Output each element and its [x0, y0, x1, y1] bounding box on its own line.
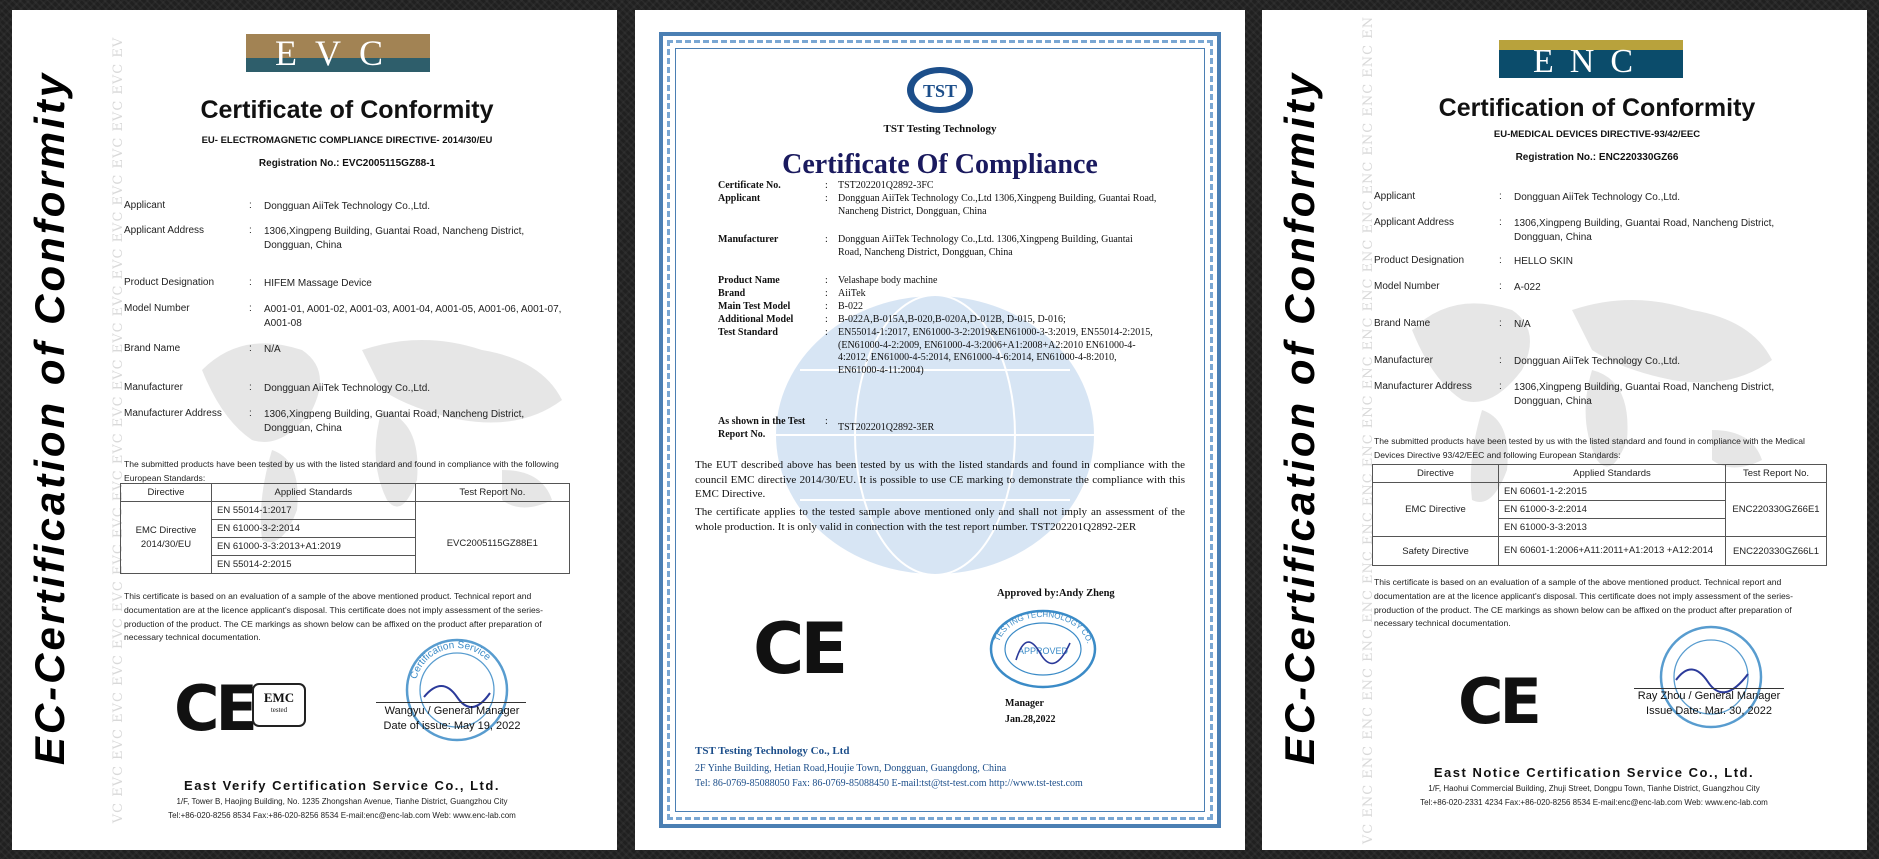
- side-title: EC-Certification of Conformity: [26, 70, 73, 766]
- svg-text:APPROVED: APPROVED: [1017, 646, 1069, 656]
- issuer-address: 2F Yinhe Building, Hetian Road,Houjie Town, Dongguan, Guangdong, China: [695, 763, 1007, 774]
- side-watermark: VC EVC EVC EVC EVC EVC EVC EVC EVC EVC EVC EVC EVC EVC EVC EVC EVC EVC EVC EVC EVC EV: [111, 36, 126, 824]
- side-title: EC-Certification of Conformity: [1276, 70, 1323, 766]
- side-watermark: VC ENC ENC ENC ENC ENC ENC ENC ENC ENC ENC ENC ENC ENC ENC ENC ENC ENC ENC ENC ENC EN: [1361, 15, 1376, 845]
- validity-statement: The certificate applies to the tested sample above mentioned only and shall not imply an assessment of the whole production. It is only valid in connection with the test report number. TST202201Q2892-2ER: [695, 506, 1185, 533]
- issuer-address: 1/F, Tower B, Haojing Building, No. 1235 Zhongshan Avenue, Tianhe District, Guangzhou City: [176, 797, 508, 806]
- certificate-title: Certification of Conformity: [1438, 94, 1756, 122]
- compliance-statement: The EUT described above has been tested by us with the listed standards and found in compliance with the council EMC directive 2014/30/EU. It is possible to use CE marking to demonstrate the compliance with this EMC Directive.: [695, 459, 1185, 500]
- directive-cell: EMC Directive: [1373, 483, 1499, 537]
- svg-text:TESTING TECHNOLOGY CO.: TESTING TECHNOLOGY CO.: [992, 609, 1095, 645]
- basis-statement: This certificate is based on an evaluation of a sample of the above mentioned product. Technical report and documentation are at the licence applicant's disposal. This certificate does not imply assessment of the series-production of the product. The CE markings as shown below can be affixed on the product after preparation of necessary technical documentation.: [1374, 577, 1793, 629]
- report-number-cell: EVC2005115GZ88E1: [415, 538, 569, 574]
- issue-date: Issue Date: Mar. 30, 2022: [1646, 705, 1772, 717]
- issuer-contact: Tel:+86-020-2331 4234 Fax:+86-020-8256 8534 E-mail:enc@enc-lab.com Web: www.enc-lab.com: [1420, 798, 1768, 807]
- table-header: Directive: [121, 484, 212, 502]
- directive-cell: EMC Directive 2014/30/EU: [121, 502, 212, 574]
- signer-name: Ray Zhou / General Manager: [1637, 690, 1781, 702]
- tst-logo-text: TST: [922, 81, 958, 101]
- directive-heading: EU-MEDICAL DEVICES DIRECTIVE-93/42/EEC: [1493, 129, 1701, 140]
- issue-date: Jan.28,2022: [1005, 714, 1056, 725]
- table-header: Applied Standards: [1499, 465, 1726, 483]
- directive-cell: Safety Directive: [1373, 537, 1499, 566]
- table-header: Test Report No.: [1726, 465, 1827, 483]
- ce-mark: CE: [753, 608, 845, 690]
- standard-cell: EN 55014-2:2015: [212, 556, 416, 574]
- enc-logo: [1499, 40, 1683, 78]
- table-header: Test Report No.: [415, 484, 569, 502]
- standard-cell: EN 60601-1:2006+A11:2011+A1:2013 +A12:2014: [1499, 537, 1726, 566]
- registration-number: Registration No.: EVC2005115GZ88-1: [258, 158, 436, 169]
- standard-cell: EN 55014-1:2017: [212, 502, 416, 520]
- standards-table: [1372, 464, 1827, 566]
- standard-cell: EN 61000-3-2:2014: [212, 520, 416, 538]
- tested-statement: The submitted products have been tested by us with the listed standard and found in compliance with the following European Standards:: [124, 459, 559, 483]
- issuer-company: East Verify Certification Service Co., Ltd.: [184, 778, 500, 793]
- directive-heading: EU- ELECTROMAGNETIC COMPLIANCE DIRECTIVE- 2014/30/EU: [201, 135, 493, 146]
- tst-certificate: TST TST Testing Technology Certificate Of Compliance Certificate No. : TST202201Q2892-3FC Applicant : Dongguan AiiTek Technology Co.,Ltd 1306,Xingpeng Building, Guantai Road, Nancheng District, Dongguan, China Manufacturer : Dongguan AiiTek Technology Co.,Ltd. 1306,Xingpeng Building, Guantai Road, Nancheng District, Dongguan, China Product Name : Velashape body machine Brand : AiiTek Main Test Model : B-022 Additional Model : B-022A,B-015A,B-020,B-020A,D-012B, D-015, D-016; Test Standard : EN55014-1:2017, EN61000-3-2:2019&EN61000-3-3:2019, EN55014-2:2015, (EN61000-4-2:2009, EN61000-4-3:2006+A1:2008+A2:2010 EN61000-4-4:2012, EN61000-4-5:2014, EN61000-4-6:2014, EN61000-4-8:2010, EN61000-4-11:2004) As shown in the Test Report No. : TST202201Q2892-3ER The EUT described above has been tested by us with the listed standards and found in compliance with the council EMC directive 2014/30/EU. It is possible to use CE marking to demonstrate the compliance with this EMC Directive. The certificate applies to the tested sample above mentioned only and shall not imply an assessment of the whole production. It is only valid in connection with the test report number. TST202201Q2892-2ER Approved by:Andy Zheng TESTING TECHNOLOGY CO. APPROVED Manager Jan.28,2022 CE TST Testing Technology Co., Ltd 2F Yinhe Building, Hetian Road,Houjie Town, Dongguan, Guangdong, China Tel: 86-0769-85088050 Fax: 86-0769-85088450 E-mail:tst@tst-test.com http://www.tst-test.com: [635, 10, 1245, 850]
- tst-logo: [905, 65, 975, 115]
- signer-name: Wangyu / General Manager: [384, 705, 520, 717]
- enc-logo-text: ENC: [1533, 43, 1649, 78]
- standards-table: [120, 483, 570, 574]
- issuer-contact: Tel: 86-0769-85088050 Fax: 86-0769-85088450 E-mail:tst@tst-test.com http://www.tst-test.com: [695, 778, 1083, 789]
- ce-mark: CE: [174, 672, 254, 745]
- table-header: Directive: [1373, 465, 1499, 483]
- issue-date: Date of issue: May 19, 2022: [383, 720, 521, 732]
- signer-title: Manager: [1005, 698, 1044, 709]
- standard-cell: EN 61000-3-3:2013: [1499, 519, 1726, 537]
- certificate-title: Certificate Of Compliance: [782, 149, 1098, 180]
- standard-cell: EN 61000-3-3:2013+A1:2019: [212, 538, 416, 556]
- logo-caption: TST Testing Technology: [883, 123, 997, 135]
- evc-logo: [246, 34, 430, 72]
- table-header: Applied Standards: [212, 484, 416, 502]
- standard-cell: EN 61000-3-2:2014: [1499, 501, 1726, 519]
- emc-badge: EMC tested: [252, 683, 306, 727]
- registration-number: Registration No.: ENC220330GZ66: [1515, 152, 1679, 163]
- certificate-title: Certificate of Conformity: [200, 96, 494, 124]
- approved-by: Approved by:Andy Zheng: [997, 588, 1115, 599]
- report-number-cell: ENC220330GZ66L1: [1726, 537, 1827, 566]
- issuer-company: TST Testing Technology Co., Ltd: [695, 745, 850, 757]
- svg-text:Certification Service: Certification Service: [408, 639, 493, 681]
- evc-logo-text: EVC: [275, 34, 401, 72]
- evc-certificate: VC EVC EVC EVC EVC EVC EVC EVC EVC EVC EVC EVC EVC EVC EVC EVC EVC EVC EVC EVC EVC EV EC-Certification of Conformity EVC Certificate of Conformity EU- ELECTROMAGNETIC COMPLIANCE DIRECTIVE- 2014/30/EU Registration No.: EVC2005115GZ88-1 Applicant : Dongguan AiiTek Technology Co.,Ltd. Applicant Address : 1306,Xingpeng Building, Guantai Road, Nancheng District, Dongguan, China Product Designation : HIFEM Massage Device Model Number : A001-01, A001-02, A001-03, A001-04, A001-05, A001-06, A001-07, A001-08 Brand Name : N/A Manufacturer : Dongguan AiiTek Technology Co.,Ltd. Manufacturer Address : 1306,Xingpeng Building, Guantai Road, Nancheng District, Dongguan, China The submitted products have been tested by us with the listed standard and found in compliance with the following European Standards: Directive Applied Standards Test Report No. EMC Directive 2014/30/EU EN 55014-1:2017 EN 61000-3-2:2014 EN 61000-3-3:2013+A1:2019 EVC2005115GZ88E1 EN 55014-2:2015 This certificate is based on an evaluation of a sample of the above mentioned product. Technical report and documentation are at the licence applicant's disposal. This certificate does not imply assessment of the series-production of the product. The CE markings as shown below can be affixed on the product after preparation of necessary technical documentation. CE EMC tested Certification Service Wangyu / General Manager Date of issue: May 19, 2022 East Verify Certification Service Co., Ltd. 1/F, Tower B, Haojing Building, No. 1235 Zhongshan Avenue, Tianhe District, Guangzhou City Tel:+86-020-8256 8534 Fax:+86-020-8256 8534 E-mail:enc@enc-lab.com Web: www.enc-lab.com: [12, 10, 617, 850]
- standard-cell: EN 60601-1-2:2015: [1499, 483, 1726, 501]
- issuer-contact: Tel:+86-020-8256 8534 Fax:+86-020-8256 8534 E-mail:enc@enc-lab.com Web: www.enc-lab.com: [168, 811, 516, 820]
- enc-certificate: VC ENC ENC ENC ENC ENC ENC ENC ENC ENC ENC ENC ENC ENC ENC ENC ENC ENC ENC ENC ENC EN EC-Certification of Conformity ENC Certification of Conformity EU-MEDICAL DEVICES DIRECTIVE-93/42/EEC Registration No.: ENC220330GZ66 Applicant : Dongguan AiiTek Technology Co.,Ltd. Applicant Address : 1306,Xingpeng Building, Guantai Road, Nancheng District, Dongguan, China Product Designation : HELLO SKIN Model Number : A-022 Brand Name : N/A Manufacturer : Dongguan AiiTek Technology Co.,Ltd. Manufacturer Address : 1306,Xingpeng Building, Guantai Road, Nancheng District, Dongguan, China The submitted products have been tested by us with the listed standard and found in compliance with the Medical Devices Directive 93/42/EEC and following European Standards: Directive Applied Standards Test Report No. EMC Directive EN 60601-1-2:2015 ENC220330GZ66E1 EN 61000-3-2:2014 EN 61000-3-3:2013 Safety Directive EN 60601-1:2006+A11:2011+A1:2013 +A12:2014 ENC220330GZ66L1 This certificate is based on an evaluation of a sample of the above mentioned product. Technical report and documentation are at the licence applicant's disposal. This certificate does not imply assessment of the series-production of the product. The CE markings as shown below can be affixed on the product after preparation of necessary technical documentation. CE Ray Zhou / General Manager Issue Date: Mar. 30, 2022 East Notice Certification Service Co., Ltd. 1/F, Haohui Commercial Building, Zhuji Street, Dongpu Town, Tianhe District, Guangzhou City Tel:+86-020-2331 4234 Fax:+86-020-8256 8534 E-mail:enc@enc-lab.com Web: www.enc-lab.com: [1262, 10, 1867, 850]
- tested-statement: The submitted products have been tested by us with the listed standard and found in compliance with the Medical Devices Directive 93/42/EEC and following European Standards:: [1374, 436, 1805, 460]
- issuer-address: 1/F, Haohui Commercial Building, Zhuji Street, Dongpu Town, Tianhe District, Guangzhou City: [1428, 784, 1760, 793]
- basis-statement: This certificate is based on an evaluation of a sample of the above mentioned product. Technical report and documentation are at the licence applicant's disposal. This certificate does not imply assessment of the series-production of the product. The CE markings as shown below can be affixed on the product after preparation of necessary technical documentation.: [124, 591, 543, 643]
- approval-stamp: [988, 608, 1098, 690]
- report-number-cell: ENC220330GZ66E1: [1726, 483, 1827, 537]
- issuer-company: East Notice Certification Service Co., Ltd.: [1433, 765, 1755, 780]
- ce-mark: CE: [1458, 665, 1538, 738]
